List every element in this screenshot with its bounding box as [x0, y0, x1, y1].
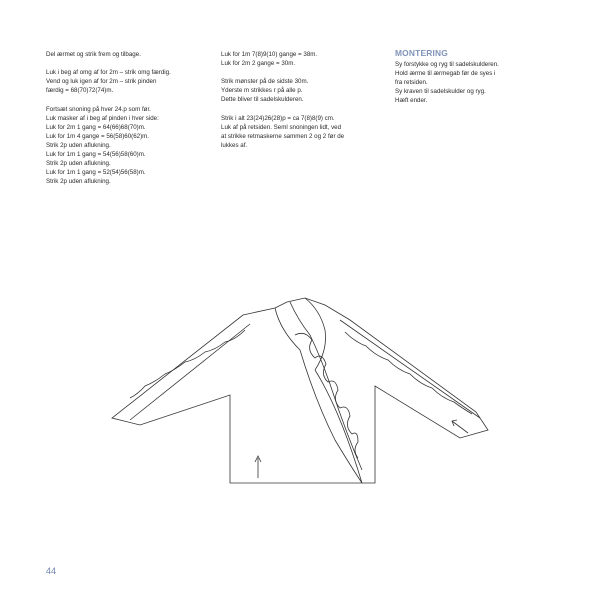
- instructions-column-2: [221, 50, 386, 159]
- grain-arrow-sleeve: [452, 421, 468, 433]
- assembly-column: [395, 50, 555, 106]
- paragraph: [46, 68, 216, 95]
- shawl-collar-inner: [305, 298, 326, 370]
- collar-cable: [295, 333, 358, 458]
- assembly-heading: MONTERING: [395, 48, 448, 58]
- shawl-collar-outer: [275, 308, 362, 483]
- paragraph: [46, 50, 216, 59]
- text-line: Luk for 2m 2 gange = 30m.: [221, 60, 296, 68]
- paragraph: [221, 114, 386, 150]
- text-line: Strik 2p uden aflukning.: [46, 160, 111, 168]
- text-line: Luk for 1m 1 gang = 52(54)56(58)m.: [46, 169, 146, 177]
- text-line: lukkes af.: [221, 141, 248, 149]
- shawl-collar-fold: [290, 302, 362, 470]
- text-line: fra retsiden.: [395, 79, 428, 87]
- text-line: Yderste m strikkes r på alle p.: [221, 87, 303, 95]
- paragraph: [221, 50, 386, 68]
- text-line: at strikke retmaskerne sammen 2 og 2 før de: [221, 132, 345, 140]
- text-line: Fortsæt snoning på hver 24.p som før.: [46, 105, 151, 113]
- right-sleeve-seam: [340, 320, 480, 418]
- text-line: Vend og luk igen af for 2m – strik pinden: [46, 78, 157, 86]
- text-line: Luk i beg af omg af for 2m – strik omg færdig.: [46, 69, 171, 77]
- text-line: Sy forstykke og ryg til sadelskulderen.: [395, 61, 499, 69]
- text-line: Luk for 1m 1 gang = 54(56)58(60)m.: [46, 151, 146, 159]
- text-line: Del ærmet og strik frem og tilbage.: [46, 51, 141, 58]
- text-line: Strik 2p uden aflukning.: [46, 141, 111, 149]
- page-number: 44: [46, 566, 57, 576]
- text-line: Hold ærme til ærmegab før de syes i: [395, 70, 496, 78]
- text-line: Strik 2p uden aflukning.: [46, 178, 111, 186]
- text-line: Luk for 2m 1 gang = 64(66)68(70)m.: [46, 123, 146, 131]
- text-line: Hæft ender.: [395, 97, 428, 105]
- paragraph: [221, 77, 386, 104]
- left-sleeve-seam: [130, 324, 250, 420]
- text-line: Strik i alt 23(24)26(28)p = ca 7(8)8(9) cm.: [221, 114, 335, 122]
- wrap-front-edge: [315, 370, 362, 483]
- instructions-column-1: [46, 50, 216, 196]
- text-line: Luk for 1m 4 gange = 56(58)60(62)m.: [46, 132, 150, 140]
- sweater-schematic-diagram: [100, 290, 500, 500]
- text-line: færdig = 68(70)72(74)m.: [46, 87, 114, 95]
- text-line: Luk af på retsiden. Seml snoningen lidt, ved: [221, 123, 342, 131]
- text-line: Luk masker af i beg af pinden i hver side:: [46, 114, 159, 122]
- text-line: Dette bliver til sadelskulderen.: [221, 96, 304, 104]
- sweater-outline: [112, 298, 488, 483]
- paragraph: [46, 105, 216, 187]
- text-line: Sy kraven til sadelskulder og ryg.: [395, 88, 486, 96]
- right-sleeve-cable: [345, 332, 472, 414]
- left-sleeve-cable: [130, 330, 245, 398]
- text-line: Strik mønster på de sidste 30m.: [221, 78, 309, 86]
- text-line: Luk for 1m 7(8)9(10) gange = 38m.: [221, 51, 318, 58]
